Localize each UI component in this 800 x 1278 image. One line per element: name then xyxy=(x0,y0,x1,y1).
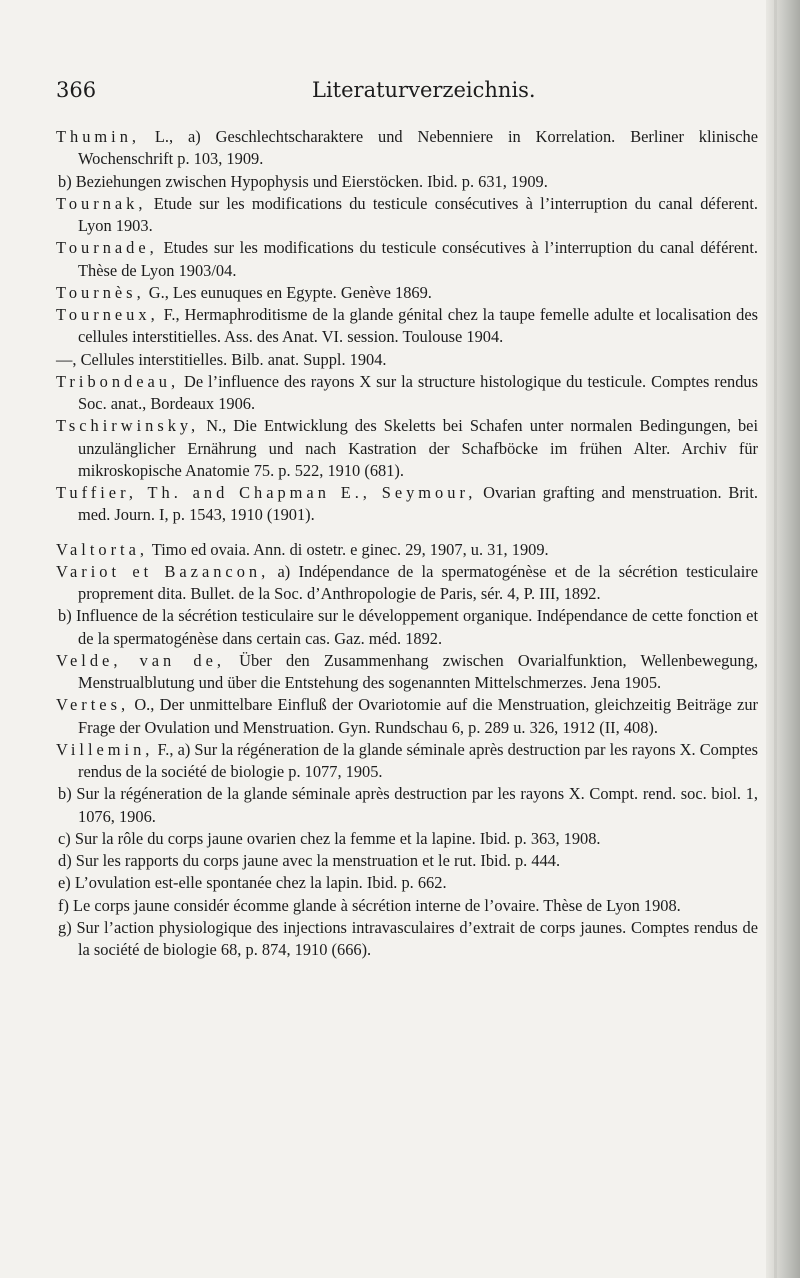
entry-subitem: d) Sur les rapports du corps jaune avec la menstruation et le rut. Ibid. p. 444. xyxy=(58,851,561,870)
bibliography-entry xyxy=(56,650,758,695)
running-title: Literaturverzeichnis. xyxy=(312,78,536,102)
entry-subitem: b) Influence de la sécrétion testiculaire sur le développement organique. Indépendance de cette fonction et de la spermatogénèse dans certain cas. Gaz. méd. 1892. xyxy=(58,606,758,648)
entry-subitem: b) Sur la régéneration de la glande séminale après destruction par les rayons X. Compt. rend. soc. biol. 1, 1076, 1906. xyxy=(58,784,758,826)
entry-author: Tournade, xyxy=(56,238,158,258)
entry-subitem: g) Sur l’action physiologique des injections intravasculaires d’extrait de corps jaunes. Comptes rendus de la société de biologie 68, p. 874, 1910 (666). xyxy=(58,917,758,959)
entry-author: Tourneux, xyxy=(56,305,159,324)
entry-text: G., Les eunuques en Egypte. Genève 1869. xyxy=(144,282,432,302)
entry-text: F., Hermaphroditisme de la glande génital chez la taupe femelle adulte et localisation des cellules interstitielles. Ass. des Anat. VI. session. Toulouse 1904. xyxy=(78,305,758,347)
entry-author: Vertes, xyxy=(56,695,130,715)
entry-author: Valtorta, xyxy=(56,539,148,559)
entry-author: Villemin, xyxy=(56,739,154,759)
entry-text: De l’influence des rayons X sur la structure histologique du testicule. Comptes rendus Soc. anat., Bordeaux 1906. xyxy=(78,371,758,413)
entry-author: Tournès, xyxy=(56,282,145,302)
bibliography-entry xyxy=(56,126,758,171)
entry-text: Etudes sur les modifications du testicule consécutives à l’interruption du canal déférent. Thèse de Lyon 1903/04. xyxy=(78,238,758,280)
bibliography-entry xyxy=(56,561,758,606)
entry-text: L., a) Geschlechtscharaktere und Nebenniere in Korrelation. Berliner klinische Wochenschrift p. 103, 1909. xyxy=(78,127,758,169)
entry-author: Variot et Bazancon, xyxy=(56,561,270,581)
entry-subitem: c) Sur la rôle du corps jaune ovarien chez la femme et la lapine. Ibid. p. 363, 1908. xyxy=(58,828,601,848)
page-edge-shadow xyxy=(766,0,800,1278)
bibliography-entry xyxy=(56,539,758,561)
entry-text: Etude sur les modifications du testicule consécutives à l’interruption du canal déferent. Lyon 1903. xyxy=(78,193,758,235)
bibliography-entry xyxy=(56,237,758,282)
entry-author: Velde, van de, xyxy=(56,650,225,670)
entry-text: Timo ed ovaia. Ann. di ostetr. e ginec. 29, 1907, u. 31, 1909. xyxy=(147,539,549,559)
bibliography-entry xyxy=(56,694,758,739)
bibliography-entry xyxy=(56,349,758,371)
entry-subitem: e) L’ovulation est-elle spontanée chez la lapin. Ibid. p. 662. xyxy=(58,873,447,893)
entry-subitem: b) Beziehungen zwischen Hypophysis und Eierstöcken. Ibid. p. 631, 1909. xyxy=(58,171,548,191)
bibliography-entry xyxy=(56,739,758,784)
bibliography-entry xyxy=(56,482,758,527)
entry-author: Tribondeau, xyxy=(56,371,180,391)
page-number: 366 xyxy=(56,78,97,102)
entry-text: F., a) Sur la régéneration de la glande séminale après destruction par les rayons X. Comptes rendus de la société de biologie p. 1077, 1905. xyxy=(78,739,758,781)
bibliography-entry xyxy=(56,193,758,238)
entry-author: Tuffier, Th. and Chapman E., Seymour, xyxy=(56,483,477,502)
entry-author: Thumin, xyxy=(56,127,140,146)
entry-author: Tournak, xyxy=(56,193,147,213)
entry-text: —, Cellules interstitielles. Bilb. anat. Suppl. 1904. xyxy=(56,349,387,369)
page-header xyxy=(56,78,756,108)
entry-author: Tschirwinsky, xyxy=(56,416,200,436)
entry-text: Über den Zusammenhang zwischen Ovarialfunktion, Wellenbewegung, Menstrualblutung und über die Entstehung des sogenannten Mittelschmerzes. Jena 1905. xyxy=(78,650,758,692)
bibliography-entry xyxy=(56,282,758,304)
bibliography-list xyxy=(56,126,758,961)
bibliography-entry xyxy=(56,415,758,482)
entry-text: a) Indépendance de la spermatogénèse et de la sécrétion testiculaire proprement dita. Bullet. de la Soc. d’Anthropologie de Paris, sér. 4, P. III, 1892. xyxy=(78,561,758,603)
section-gap xyxy=(56,527,758,539)
entry-subitem: f) Le corps jaune considér écomme glande à sécrétion interne de l’ovaire. Thèse de Lyon 1908. xyxy=(58,895,681,915)
bibliography-entry xyxy=(56,304,758,349)
entry-text: N., Die Entwicklung des Skeletts bei Schafen unter normalen Bedingungen, bei unzulänglicher Ernährung und nach Kastration der Schafböcke im frühen Alter. Archiv für mikroskopische Anatomie 75. p. 522, 1910 (681). xyxy=(78,416,758,480)
bibliography-entry xyxy=(56,371,758,416)
entry-text: Ovarian grafting and menstruation. Brit. med. Journ. I, p. 1543, 1910 (1901). xyxy=(78,483,758,525)
entry-text: O., Der unmittelbare Einfluß der Ovariotomie auf die Menstruation, gleichzeitig Beiträge zur Frage der Ovulation und Menstruation. Gyn. Rundschau 6, p. 289 u. 326, 1912 (II, 408). xyxy=(78,695,758,737)
